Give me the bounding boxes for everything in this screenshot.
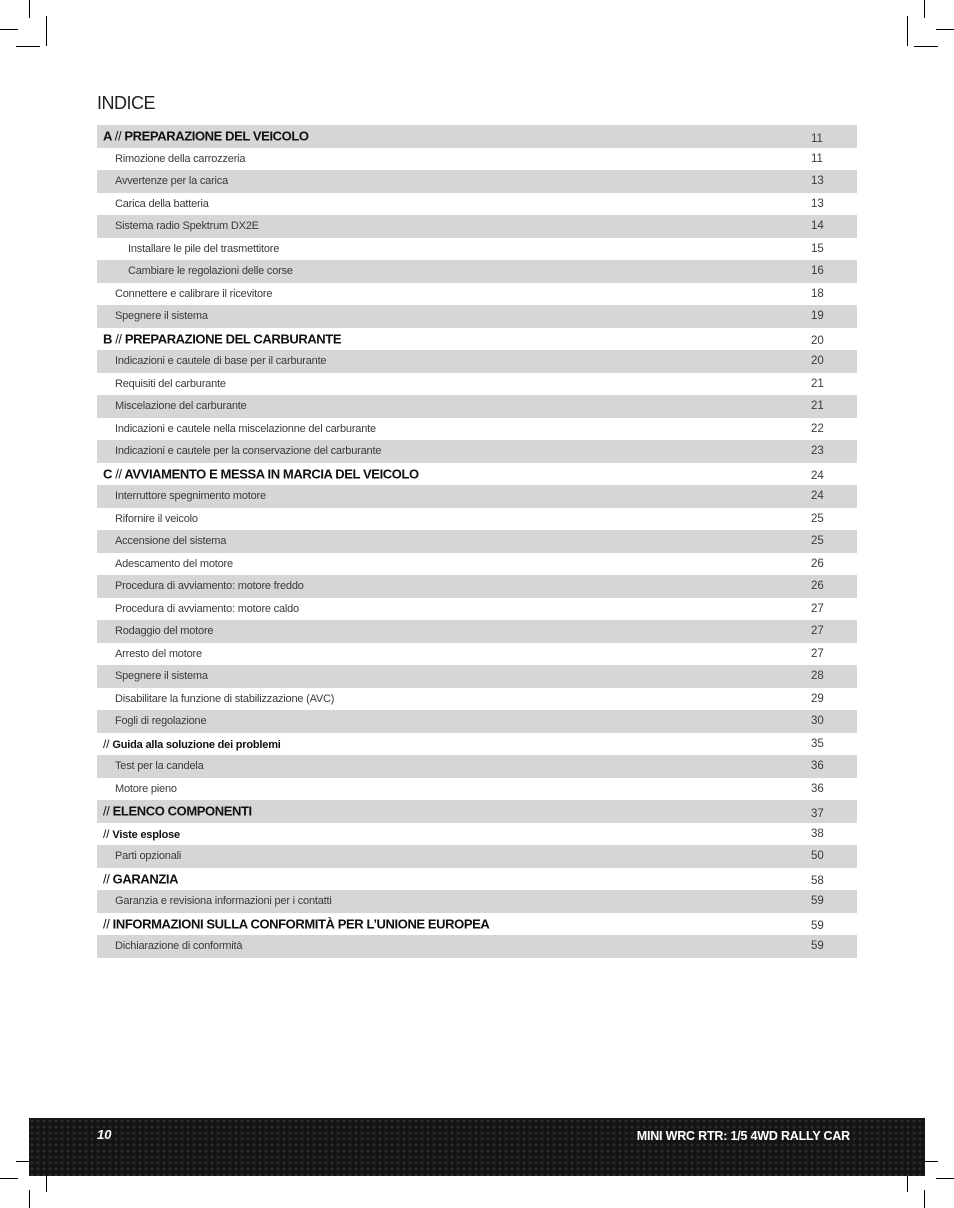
toc-page-number: 26 bbox=[811, 557, 824, 570]
toc-page-number: 36 bbox=[811, 760, 824, 773]
toc-section-title: A // PREPARAZIONE DEL VEICOLO bbox=[103, 128, 309, 144]
toc-entry[interactable] bbox=[97, 350, 857, 373]
toc-page-number: 22 bbox=[811, 422, 824, 435]
crop-mark bbox=[16, 46, 40, 47]
toc-entry-label: Cambiare le regolazioni delle corse bbox=[128, 265, 293, 278]
toc-entry[interactable] bbox=[97, 283, 857, 306]
toc-page-number: 26 bbox=[811, 580, 824, 593]
toc-page-number: 20 bbox=[811, 335, 824, 347]
toc-section-b[interactable] bbox=[97, 328, 857, 351]
toc-entry-label: Rimozione della carrozzeria bbox=[115, 152, 246, 165]
toc-page-number: 16 bbox=[811, 265, 824, 278]
crop-mark bbox=[29, 0, 30, 18]
toc-page-number: 58 bbox=[811, 875, 824, 887]
toc-page-number: 36 bbox=[811, 782, 824, 795]
crop-mark bbox=[0, 29, 18, 30]
toc-entry-label: Miscelazione del carburante bbox=[115, 400, 247, 413]
toc-entry[interactable] bbox=[97, 778, 857, 801]
toc-section-elenco[interactable] bbox=[97, 800, 857, 823]
toc-entry-label: Connettere e calibrare il ricevitore bbox=[115, 287, 273, 300]
toc-section-title: // INFORMAZIONI SULLA CONFORMITÀ PER L’UNIONE EUROPEA bbox=[103, 916, 490, 932]
toc-entry-label: Disabilitare la funzione di stabilizzazione (AVC) bbox=[115, 692, 335, 705]
toc-page-number: 59 bbox=[811, 920, 824, 932]
toc-entry[interactable] bbox=[97, 215, 857, 238]
toc-entry[interactable] bbox=[97, 440, 857, 463]
toc-page-number: 27 bbox=[811, 625, 824, 638]
toc-page-number: 20 bbox=[811, 355, 824, 368]
crop-mark bbox=[0, 1178, 18, 1179]
toc-page-number: 38 bbox=[811, 827, 824, 840]
toc-page-number: 59 bbox=[811, 940, 824, 953]
toc-entry-label: Avvertenze per la carica bbox=[115, 175, 228, 188]
toc-entry[interactable] bbox=[97, 260, 857, 283]
toc-entry[interactable] bbox=[97, 890, 857, 913]
toc-entry-label: Indicazioni e cautele di base per il carburante bbox=[115, 355, 327, 368]
toc-entry-label: Requisiti del carburante bbox=[115, 377, 226, 390]
toc-entry[interactable] bbox=[97, 665, 857, 688]
toc-page-number: 18 bbox=[811, 287, 824, 300]
toc-page-number: 21 bbox=[811, 377, 824, 390]
toc-page-number: 24 bbox=[811, 490, 824, 503]
toc-entry[interactable] bbox=[97, 598, 857, 621]
toc-page-number: 35 bbox=[811, 737, 824, 750]
toc-entry-label: Arresto del motore bbox=[115, 647, 202, 660]
toc-entry[interactable] bbox=[97, 373, 857, 396]
toc-entry[interactable] bbox=[97, 688, 857, 711]
toc-entry-label: Garanzia e revisiona informazioni per i contatti bbox=[115, 895, 332, 908]
crop-mark bbox=[914, 46, 938, 47]
toc-entry[interactable] bbox=[97, 643, 857, 666]
page-number: 10 bbox=[97, 1127, 112, 1142]
toc-entry[interactable] bbox=[97, 755, 857, 778]
crop-mark bbox=[29, 1190, 30, 1208]
toc-entry-label: Carica della batteria bbox=[115, 197, 209, 210]
crop-mark bbox=[46, 16, 47, 46]
toc-section-guida[interactable] bbox=[97, 733, 857, 756]
toc-entry[interactable] bbox=[97, 845, 857, 868]
crop-mark bbox=[936, 29, 954, 30]
toc-page-number: 13 bbox=[811, 175, 824, 188]
toc-page-number: 25 bbox=[811, 535, 824, 548]
toc-entry[interactable] bbox=[97, 305, 857, 328]
toc-entry-label: Indicazioni e cautele nella miscelazionne del carburante bbox=[115, 422, 376, 435]
toc-entry-label: Installare le pile del trasmettitore bbox=[128, 242, 280, 255]
crop-mark bbox=[936, 1178, 954, 1179]
toc-entry[interactable] bbox=[97, 170, 857, 193]
toc-entry[interactable] bbox=[97, 508, 857, 531]
toc-page-number: 23 bbox=[811, 445, 824, 458]
crop-mark bbox=[907, 16, 908, 46]
toc-entry[interactable] bbox=[97, 418, 857, 441]
toc-page-number: 24 bbox=[811, 470, 824, 482]
toc-entry[interactable] bbox=[97, 148, 857, 171]
toc-section-c[interactable] bbox=[97, 463, 857, 486]
crop-mark bbox=[924, 0, 925, 18]
toc-entry-label: Spegnere il sistema bbox=[115, 670, 208, 683]
toc-section-a[interactable] bbox=[97, 125, 857, 148]
toc-entry[interactable] bbox=[97, 238, 857, 261]
toc-page-number: 28 bbox=[811, 670, 824, 683]
toc-page-number: 19 bbox=[811, 310, 824, 323]
toc-entry-label: Fogli di regolazione bbox=[115, 715, 207, 728]
toc-entry-label: Parti opzionali bbox=[115, 850, 182, 863]
toc-section-garanzia[interactable] bbox=[97, 868, 857, 891]
toc-entry[interactable] bbox=[97, 575, 857, 598]
toc-page-number: 13 bbox=[811, 197, 824, 210]
toc-entry-label: Adescamento del motore bbox=[115, 557, 233, 570]
toc-section-title: // ELENCO COMPONENTI bbox=[103, 803, 252, 819]
toc-entry-label: Test per la candela bbox=[115, 760, 204, 773]
toc-entry-label: Indicazioni e cautele per la conservazione del carburante bbox=[115, 445, 382, 458]
page-footer bbox=[29, 1118, 925, 1176]
toc-page-number: 11 bbox=[811, 132, 823, 145]
toc-section-title: // GARANZIA bbox=[103, 871, 179, 887]
crop-mark bbox=[924, 1190, 925, 1208]
toc-entry[interactable] bbox=[97, 485, 857, 508]
toc-entry[interactable] bbox=[97, 553, 857, 576]
toc-section-title: B // PREPARAZIONE DEL CARBURANTE bbox=[103, 331, 342, 347]
toc-section-viste[interactable] bbox=[97, 823, 857, 846]
toc-page-number: 37 bbox=[811, 807, 824, 820]
toc-entry-label: Sistema radio Spektrum DX2E bbox=[115, 220, 259, 233]
toc-entry[interactable] bbox=[97, 395, 857, 418]
table-of-contents bbox=[97, 125, 857, 958]
toc-entry[interactable] bbox=[97, 193, 857, 216]
toc-entry-label: Accensione del sistema bbox=[115, 535, 227, 548]
toc-page-number: 29 bbox=[811, 692, 824, 705]
toc-entry-label: Rodaggio del motore bbox=[115, 625, 214, 638]
toc-entry-label: Procedura di avviamento: motore freddo bbox=[115, 580, 304, 593]
toc-section-title: C // AVVIAMENTO E MESSA IN MARCIA DEL VEICOLO bbox=[103, 466, 419, 482]
toc-page-number: 14 bbox=[811, 220, 824, 233]
toc-entry-label: Procedura di avviamento: motore caldo bbox=[115, 602, 299, 615]
page-title: INDICE bbox=[97, 93, 156, 113]
toc-entry-label: Dichiarazione di conformità bbox=[115, 940, 243, 953]
toc-page-number: 30 bbox=[811, 715, 824, 728]
toc-entry[interactable] bbox=[97, 710, 857, 733]
toc-section-title: // Guida alla soluzione dei problemi bbox=[103, 736, 281, 751]
toc-entry-label: Motore pieno bbox=[115, 782, 177, 795]
toc-entry[interactable] bbox=[97, 620, 857, 643]
toc-page-number: 15 bbox=[811, 242, 824, 255]
toc-page-number: 50 bbox=[811, 850, 824, 863]
toc-entry[interactable] bbox=[97, 935, 857, 958]
toc-entry[interactable] bbox=[97, 530, 857, 553]
toc-page-number: 27 bbox=[811, 602, 824, 615]
toc-entry-label: Interruttore spegnimento motore bbox=[115, 490, 266, 503]
toc-entry-label: Spegnere il sistema bbox=[115, 310, 208, 323]
toc-page-number: 59 bbox=[811, 895, 824, 908]
toc-entry-label: Rifornire il veicolo bbox=[115, 512, 198, 525]
footer-model-title: MINI WRC RTR: 1/5 4WD RALLY CAR bbox=[636, 1129, 850, 1143]
toc-page-number: 21 bbox=[811, 400, 824, 413]
toc-section-ue[interactable] bbox=[97, 913, 857, 936]
toc-section-title: // Viste esplose bbox=[103, 826, 180, 841]
toc-page-number: 27 bbox=[811, 647, 824, 660]
toc-page-number: 25 bbox=[811, 512, 824, 525]
toc-page-number: 11 bbox=[811, 152, 823, 165]
